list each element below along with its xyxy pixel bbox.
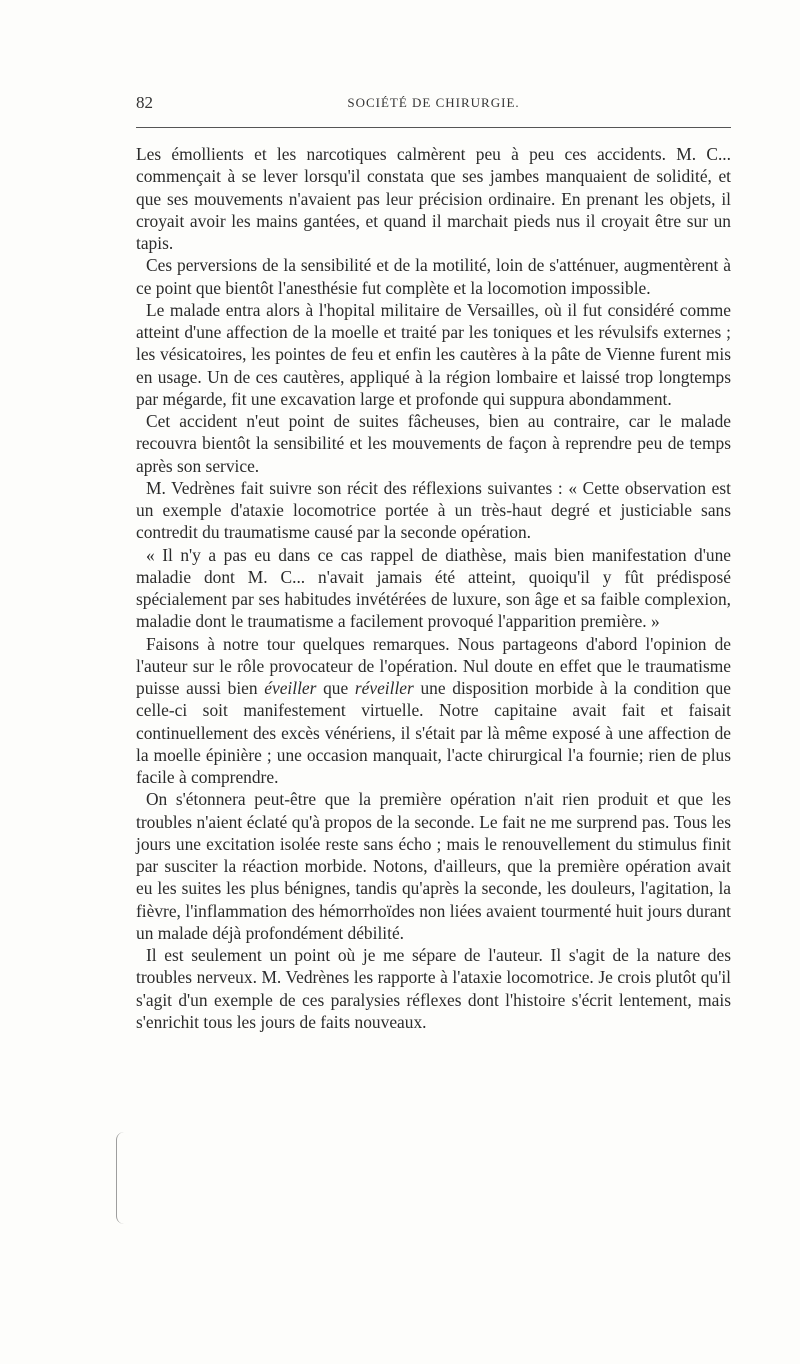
italic-word: éveiller bbox=[264, 678, 317, 698]
text-run: Faisons à notre tour quelques remarques. Nous partageons d'abord l'opinion de l'auteur sur le rôle provocateur de l'opération. Nul doute en effet que le traumatisme puisse aussi bien bbox=[136, 633, 731, 698]
paragraph: On s'étonnera peut-être que la première opération n'ait rien produit et que les troubles n'aient éclaté qu'à propos de la seconde. Le fait ne me surprend pas. Tous les jours une excitation isolée reste sans écho ; mais le renouvellement du stimulus finit par susciter la réaction morbide. Notons, d'ailleurs, que la première opération avait eu les suites les plus bénignes, tandis qu'après la seconde, les douleurs, l'agitation, la fièvre, l'inflammation des hémorrhoïdes non liées avaient tourmenté huit jours durant un malade déjà profondément débilité. bbox=[136, 789, 731, 943]
italic-word: réveiller bbox=[354, 678, 414, 698]
paragraph: Ces perversions de la sensibilité et de la motilité, loin de s'atténuer, augmentèrent à ce point que bientôt l'anesthésie fut complète et la locomotion impossible. bbox=[136, 255, 731, 298]
text-run: que bbox=[316, 678, 355, 698]
paragraph: Il est seulement un point où je me sépare de l'auteur. Il s'agit de la nature des troubles nerveux. M. Vedrènes les rapporte à l'ataxie locomotrice. Je crois plutôt qu'il s'agit d'un exemple de ces paralysies réflexes dont l'histoire s'écrit lentement, mais s'enrichit tous les jours de faits nouveaux. bbox=[136, 945, 731, 1032]
page-number: 82 bbox=[136, 93, 153, 112]
page-header bbox=[136, 93, 731, 115]
header-rule bbox=[136, 127, 731, 128]
paragraph: Le malade entra alors à l'hopital militaire de Versailles, où il fut considéré comme atteint d'une affection de la moelle et traité par les toniques et les révulsifs externes ; les vésicatoires, les pointes de feu et enfin les cautères à la pâte de Vienne furent mis en usage. Un de ces cautères, appliqué à la région lombaire et laissé trop longtemps par mégarde, fit une excavation large et profonde qui suppura abondamment. bbox=[136, 299, 731, 409]
paragraph: « Il n'y a pas eu dans ce cas rappel de diathèse, mais bien manifestation d'une maladie dont M. C... n'avait jamais été atteint, quoiqu'il y fût prédisposé spécialement par ses habitudes invétérées de luxure, son âge et sa faible complexion, maladie dont le traumatisme a facilement provoqué l'apparition première. » bbox=[136, 544, 731, 632]
text-run: une disposition morbide à la condition que celle-ci soit manifestement virtuelle. Notre capitaine avait fait et faisait continuellement des excès vénériens, il s'était par là même exposé à une affection de la moelle épinière ; une occasion manquait, l'acte chirurgical l'a fournie; rien de plus facile à comprendre. bbox=[136, 678, 732, 787]
paragraph-with-italics bbox=[136, 633, 731, 789]
body-text bbox=[136, 143, 731, 1033]
margin-pencil-mark bbox=[116, 1132, 125, 1224]
running-title: SOCIÉTÉ DE CHIRURGIE. bbox=[347, 95, 520, 110]
paragraph: M. Vedrènes fait suivre son récit des réflexions suivantes : « Cette observation est un exemple d'ataxie locomotrice portée à un très-haut degré et justiciable sans contredit du traumatisme causé par la seconde opération. bbox=[136, 477, 731, 543]
paragraph: Cet accident n'eut point de suites fâcheuses, bien au contraire, car le malade recouvra bientôt la sensibilité et les mouvements de façon à reprendre peu de temps après son service. bbox=[136, 411, 731, 476]
paragraph: Les émollients et les narcotiques calmèrent peu à peu ces accidents. M. C... commençait à se lever lorsqu'il constata que ses jambes manquaient de solidité, et que ses mouvements n'avaient pas leur précision ordinaire. En prenant les objets, il croyait avoir les mains gantées, et quand il marchait pieds nus il croyait être sur un tapis. bbox=[136, 144, 731, 253]
